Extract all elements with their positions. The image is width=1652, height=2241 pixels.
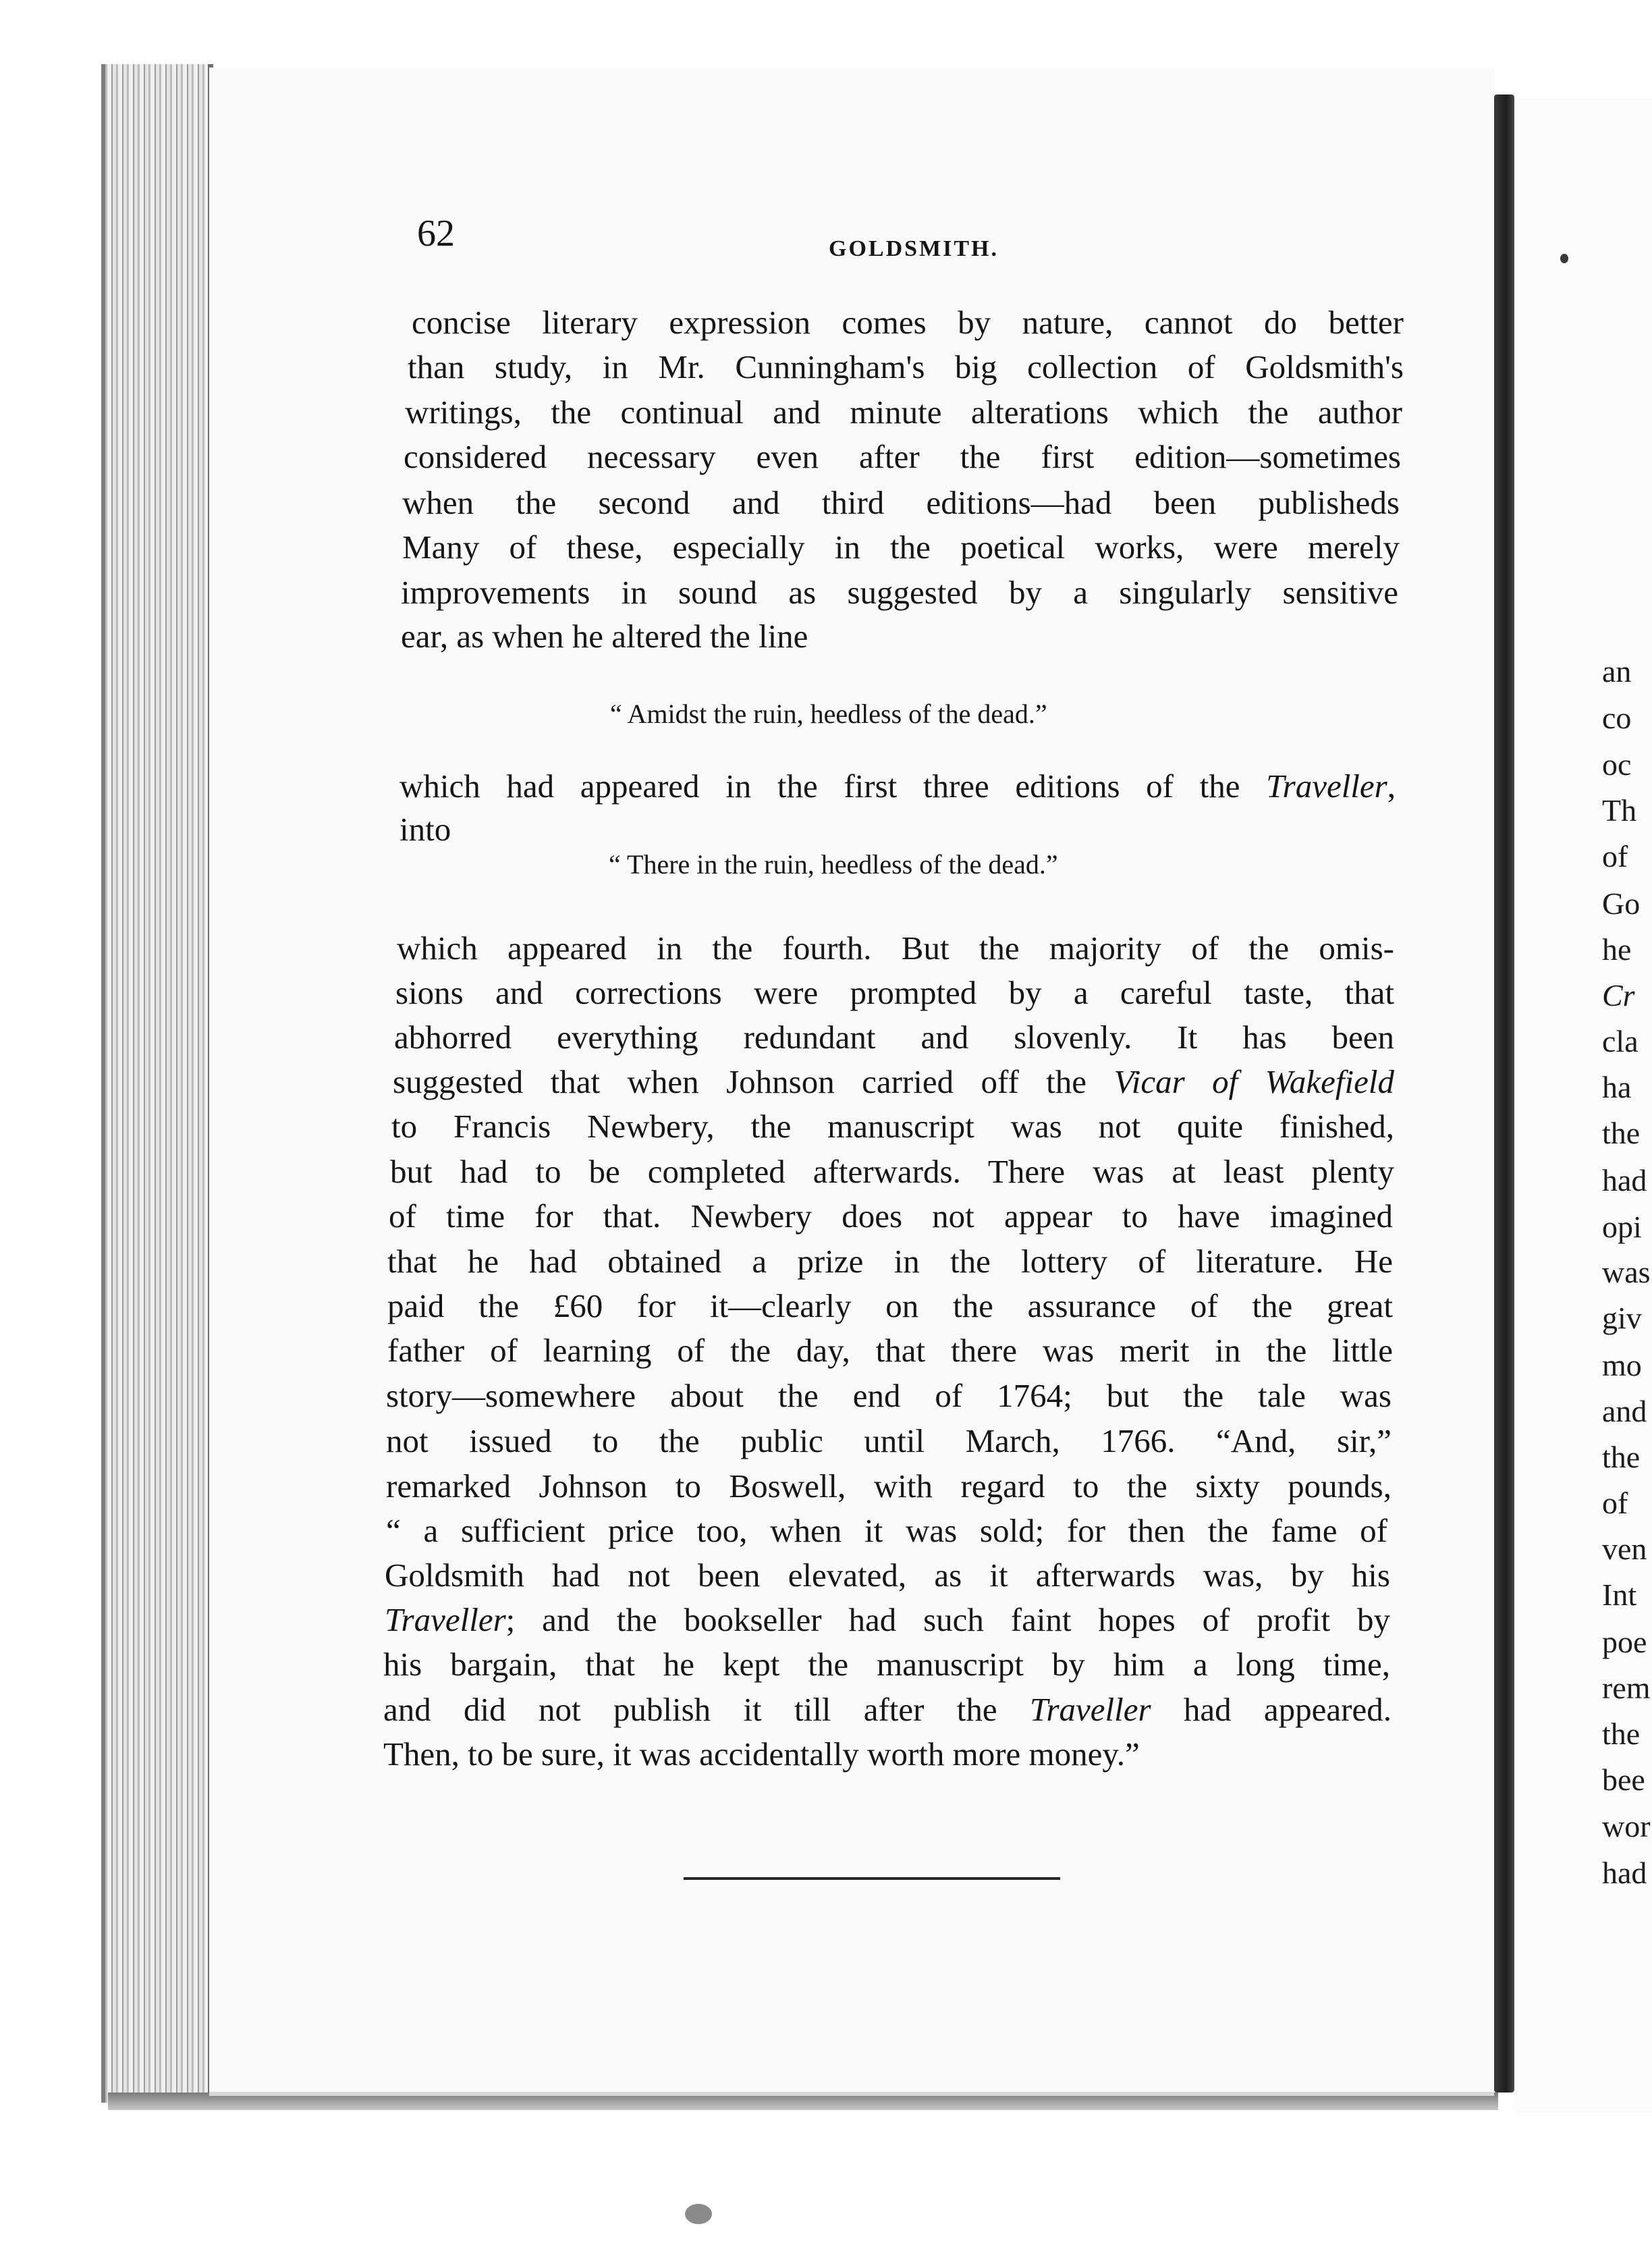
text-line: into xyxy=(400,811,451,848)
facing-page-fragment: was xyxy=(1602,1255,1651,1289)
text-line: his bargain, that he kept the manuscript by him a long time, xyxy=(383,1646,1390,1683)
facing-page-fragment: of xyxy=(1602,1486,1628,1520)
facing-page-fragment: had xyxy=(1602,1163,1647,1197)
text-line: of time for that. Newbery does not appear to have imagined xyxy=(389,1197,1393,1235)
scan-speck xyxy=(1560,254,1568,263)
text-line: and did not publish it till after the Traveller had appeared. xyxy=(383,1691,1392,1728)
text-line: Then, to be sure, it was accidentally worth more money.” xyxy=(383,1735,1140,1773)
facing-page-fragment: co xyxy=(1602,701,1632,735)
facing-page-fragment: the xyxy=(1602,1116,1641,1150)
facing-page-fragment: oc xyxy=(1602,747,1632,782)
facing-page-fragment: wor xyxy=(1602,1809,1651,1843)
facing-page-fragment: of xyxy=(1602,839,1628,873)
section-end-rule xyxy=(684,1877,1060,1880)
text-line: “ a sufficient price too, when it was sold; for then the fame of xyxy=(386,1512,1387,1549)
page-number: 62 xyxy=(417,213,455,254)
facing-page-fragment: an xyxy=(1602,654,1632,688)
text-line: which had appeared in the first three editions of the Traveller, xyxy=(400,767,1396,805)
facing-page-fragment: giv xyxy=(1602,1301,1642,1335)
text-line: abhorred everything redundant and slovenly. It has been xyxy=(394,1019,1394,1056)
scan-speck xyxy=(685,2204,712,2224)
book-page-edges xyxy=(101,64,213,2103)
facing-page-fragment: rem xyxy=(1602,1671,1651,1705)
facing-page-fragment: Go xyxy=(1602,886,1641,921)
text-line: but had to be completed afterwards. There was at least plenty xyxy=(390,1153,1394,1190)
facing-page-fragment: bee xyxy=(1602,1762,1645,1797)
facing-page-fragment: Int xyxy=(1602,1577,1637,1612)
text-line: father of learning of the day, that there was merit in the little xyxy=(387,1332,1393,1369)
text-line: not issued to the public until March, 1766. “And, sir,” xyxy=(386,1422,1392,1459)
facing-page-fragment: Th xyxy=(1602,793,1637,828)
text-line: suggested that when Johnson carried off the Vicar of Wakefield xyxy=(393,1063,1394,1100)
text-line: Goldsmith had not been elevated, as it afterwards was, by his xyxy=(385,1557,1390,1594)
facing-page-fragment: he xyxy=(1602,932,1632,967)
book-gutter xyxy=(1494,94,1514,2092)
text-line: that he had obtained a prize in the lottery of literature. He xyxy=(387,1243,1393,1280)
facing-page-fragment: the xyxy=(1602,1717,1641,1751)
facing-page-fragment: poe xyxy=(1602,1625,1647,1659)
text-line: sions and corrections were prompted by a careful taste, that xyxy=(395,974,1394,1011)
text-line: remarked Johnson to Boswell, with regard to the sixty pounds, xyxy=(386,1467,1392,1505)
facing-page-fragment: ven xyxy=(1602,1532,1647,1566)
text-line: which appeared in the fourth. But the majority of the omis- xyxy=(397,929,1394,967)
facing-page-fragment: opi xyxy=(1602,1210,1642,1244)
text-line: to Francis Newbery, the manuscript was not quite finished, xyxy=(391,1108,1394,1145)
facing-page-fragment: the xyxy=(1602,1440,1641,1474)
text-line: improvements in sound as suggested by a singularly sensitive xyxy=(401,574,1398,611)
verse-quotation: “ There in the ruin, heedless of the dead.” xyxy=(609,849,1058,880)
text-line: ear, as when he altered the line xyxy=(401,618,808,655)
facing-page-fragment: had xyxy=(1602,1856,1647,1890)
text-line: considered necessary even after the first edition—sometimes xyxy=(404,438,1401,475)
text-line: paid the £60 for it—clearly on the assurance of the great xyxy=(387,1287,1393,1324)
facing-page-fragment: cla xyxy=(1602,1024,1639,1058)
facing-page xyxy=(1514,98,1652,2113)
facing-page-fragment: and xyxy=(1602,1394,1647,1428)
text-line: Traveller; and the bookseller had such faint hopes of profit by xyxy=(385,1601,1390,1638)
facing-page-fragment: ha xyxy=(1602,1070,1632,1104)
text-line: concise literary expression comes by nature, cannot do better xyxy=(412,304,1404,341)
facing-page-fragment: mo xyxy=(1602,1348,1642,1382)
verse-quotation: “ Amidst the ruin, heedless of the dead.” xyxy=(610,699,1047,729)
text-line: Many of these, especially in the poetical works, were merely xyxy=(402,529,1400,566)
text-line: story—somewhere about the end of 1764; but the tale was xyxy=(386,1377,1392,1414)
running-head-title: GOLDSMITH. xyxy=(829,236,999,261)
text-line: than study, in Mr. Cunningham's big collection of Goldsmith's xyxy=(408,348,1404,385)
facing-page-fragment: Cr xyxy=(1602,978,1635,1013)
text-line: when the second and third editions—had been publisheds xyxy=(402,484,1400,521)
text-line: writings, the continual and minute alterations which the author xyxy=(405,394,1402,431)
